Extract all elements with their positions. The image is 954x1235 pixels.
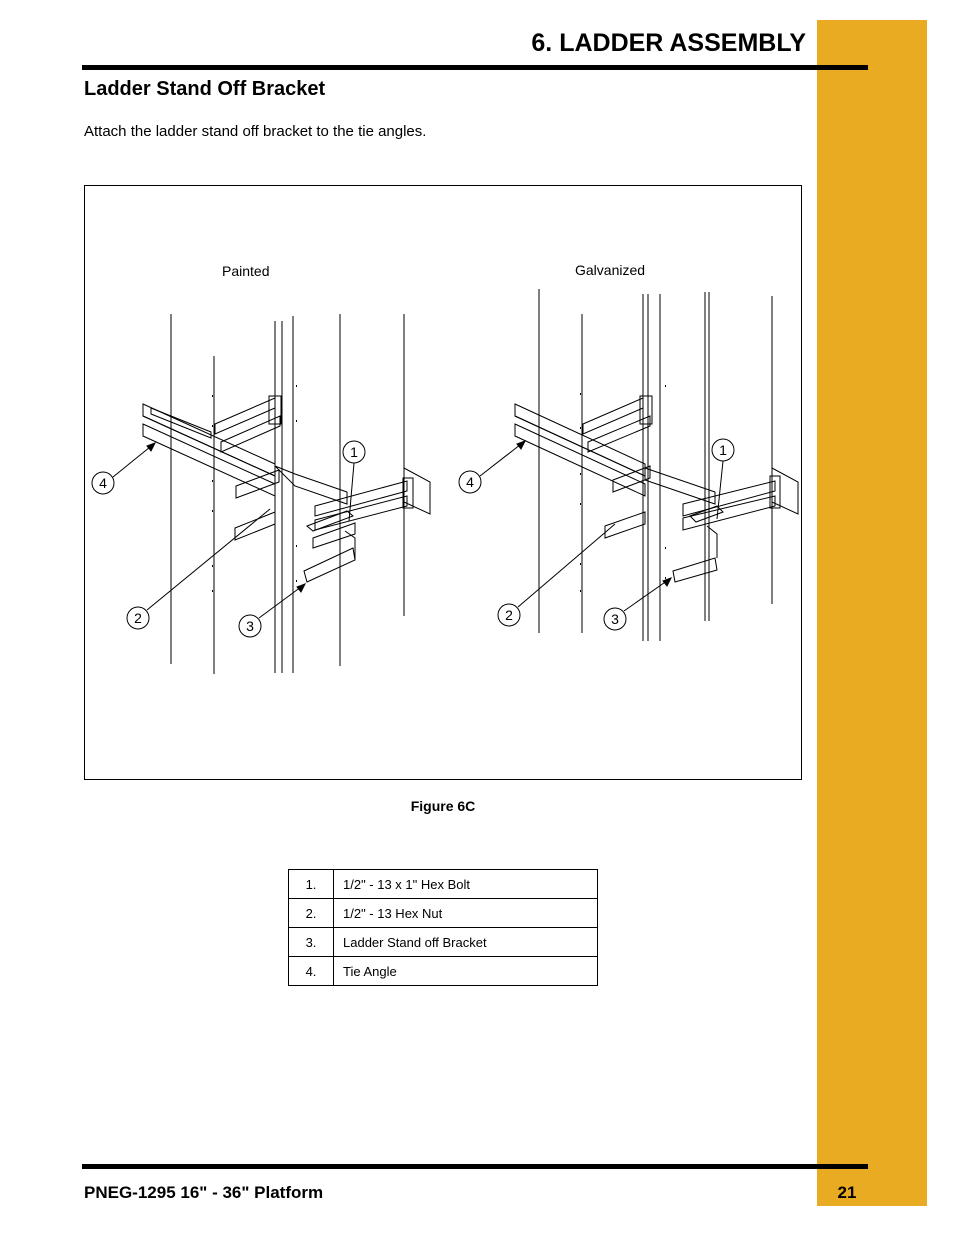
painted-label: Painted (222, 263, 270, 279)
painted-assembly (143, 314, 430, 674)
callout-4-galvanized: 4 (466, 474, 474, 490)
part-number: 3. (289, 928, 334, 957)
footer-doc-title: PNEG-1295 16" - 36" Platform (84, 1183, 324, 1202)
figure-caption: Figure 6C (410, 798, 476, 814)
part-number: 1. (289, 870, 334, 899)
callout-1-galvanized: 1 (719, 442, 727, 458)
part-description: Ladder Stand off Bracket (334, 928, 598, 957)
callout-2-painted: 2 (134, 610, 142, 626)
page-number: 21 (837, 1183, 857, 1202)
side-tab (817, 20, 927, 1206)
part-description: 1/2" - 13 Hex Nut (334, 899, 598, 928)
callouts (92, 439, 734, 637)
section-title: Ladder Stand Off Bracket (84, 78, 326, 100)
galvanized-label: Galvanized (575, 262, 646, 278)
table-row (289, 870, 598, 899)
table-row (289, 928, 598, 957)
chapter-title: 6. LADDER ASSEMBLY (531, 29, 806, 57)
parts-table (288, 869, 598, 986)
figure-box (84, 185, 802, 780)
ladder-bracket-drawing (85, 186, 801, 779)
callout-3-galvanized: 3 (611, 611, 619, 627)
callout-3-painted: 3 (246, 618, 254, 634)
part-number: 4. (289, 957, 334, 986)
part-description: 1/2" - 13 x 1" Hex Bolt (334, 870, 598, 899)
part-description: Tie Angle (334, 957, 598, 986)
callout-4-painted: 4 (99, 475, 107, 491)
callout-1-painted: 1 (350, 444, 358, 460)
footer-rule (82, 1164, 868, 1169)
part-number: 2. (289, 899, 334, 928)
instruction-text: Attach the ladder stand off bracket to the tie angles. (84, 123, 427, 140)
callout-2-galvanized: 2 (505, 607, 513, 623)
table-row (289, 957, 598, 986)
table-row (289, 899, 598, 928)
header-rule (82, 65, 868, 70)
